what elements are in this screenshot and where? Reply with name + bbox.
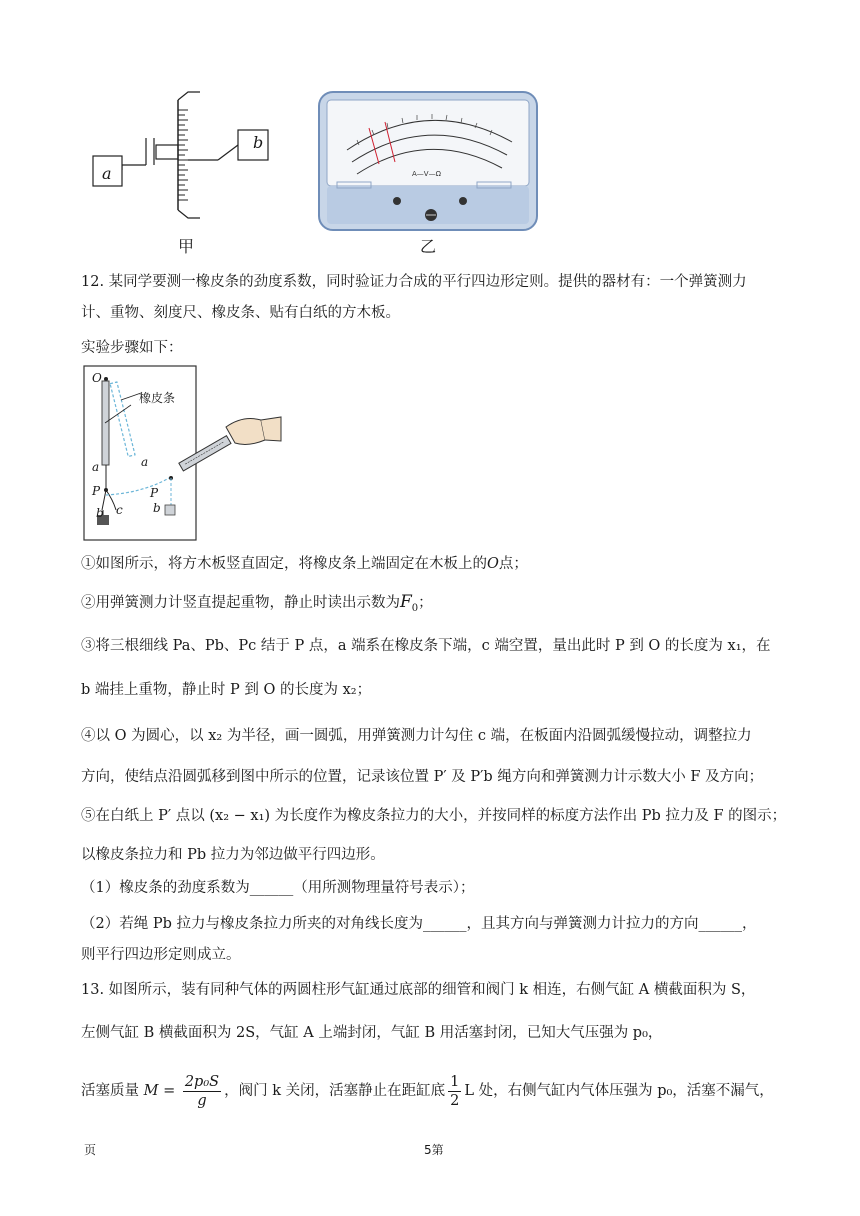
step-4-line1: ④以 O 为圆心，以 x₂ 为半径，画一圆弧，用弹簧测力计勾住 c 端，在板面内沿圆弧缓慢拉动，调整拉力: [81, 728, 752, 744]
figure-yi-label: 乙: [420, 237, 437, 256]
q12-title: 12. 某同学要测一橡皮条的劲度系数，同时验证力合成的平行四边形定则。提供的器材有：一个弹簧测力: [81, 274, 747, 290]
step-1: ①如图所示，将方木板竖直固定，将橡皮条上端固定在木板上的O点；: [81, 556, 528, 572]
figure-yi: [317, 90, 539, 232]
figure-jia-label: 甲: [178, 237, 195, 256]
q13-line3: 活塞质量 M = $\frac{\text{2p₀S}}{g}$ ，阀门 k 关闭，活塞静止在距缸底 $\frac{1}{2}$ L 处，右侧气缸内气体压强为 p₀，活塞不漏气，: [81, 1073, 774, 1109]
q13-line2: 左侧气缸 B 横截面积为 2S，气缸 A 上端封闭，气缸 B 用活塞封闭，已知大气压强为 p₀，: [81, 1025, 663, 1041]
exp-label-c: c: [116, 503, 123, 517]
q13-line1: 13. 如图所示，装有同种气体的两圆柱形气缸通过底部的细管和阀门 k 相连，右侧气缸 A 横截面积为 S，: [81, 982, 756, 998]
step-5-line2: 以橡皮条拉力和 Pb 拉力为邻边做平行四边形。: [81, 847, 385, 863]
step-2: ②用弹簧测力计竖直提起重物，静止时读出示数为$F_0$；: [81, 592, 433, 614]
step-5-line1: ⑤在白纸上 P′ 点以 (x₂ − x₁) 为长度作为橡皮条拉力的大小，并按同样的标度方法作出 Pb 拉力及 F 的图示；: [81, 808, 787, 824]
step-4-line2: 方向，使结点沿圆弧移到图中所示的位置，记录该位置 P′ 及 P′b 绳方向和弹簧测力计示数大小 F 及方向；: [81, 769, 764, 785]
exp-label-P: P: [92, 484, 101, 498]
exp-label-b1: b: [96, 506, 104, 520]
figure-experiment: [83, 365, 283, 545]
box-b-label: b: [253, 133, 264, 152]
exp-label-O: O: [92, 371, 102, 385]
exp-label-a2: a: [141, 455, 149, 469]
step-3-line1: ③将三根细线 Pa、Pb、Pc 结于 P 点，a 端系在橡皮条下端，c 端空置，量出此时 P 到 O 的长度为 x₁，在: [81, 638, 771, 654]
svg-text:A—V—Ω: A—V—Ω: [412, 170, 441, 178]
steps-heading: 实验步骤如下：: [81, 340, 183, 356]
exp-label-a1: a: [92, 460, 100, 474]
subquestion-2-line1: （2）若绳 Pb 拉力与橡皮条拉力所夹的对角线长度为______，且其方向与弹簧测力计拉力的方向______，: [81, 916, 757, 932]
step-3-line2: b 端挂上重物，静止时 P 到 O 的长度为 x₂；: [81, 682, 372, 698]
subquestion-2-line2: 则平行四边形定则成立。: [81, 947, 241, 963]
exp-label-P2: P: [150, 486, 159, 500]
exp-label-b2: b: [153, 501, 161, 515]
q12-line2: 计、重物、刻度尺、橡皮条、贴有白纸的方木板。: [81, 305, 400, 321]
exp-label-rubber: 橡皮条: [139, 391, 176, 405]
figure-jia: [88, 90, 288, 220]
footer-page-number: 5第: [424, 1143, 444, 1157]
subquestion-1: （1）橡皮条的劲度系数为______（用所测物理量符号表示）；: [81, 880, 475, 896]
footer-left: 页: [84, 1143, 97, 1157]
box-a-label: a: [102, 164, 112, 183]
